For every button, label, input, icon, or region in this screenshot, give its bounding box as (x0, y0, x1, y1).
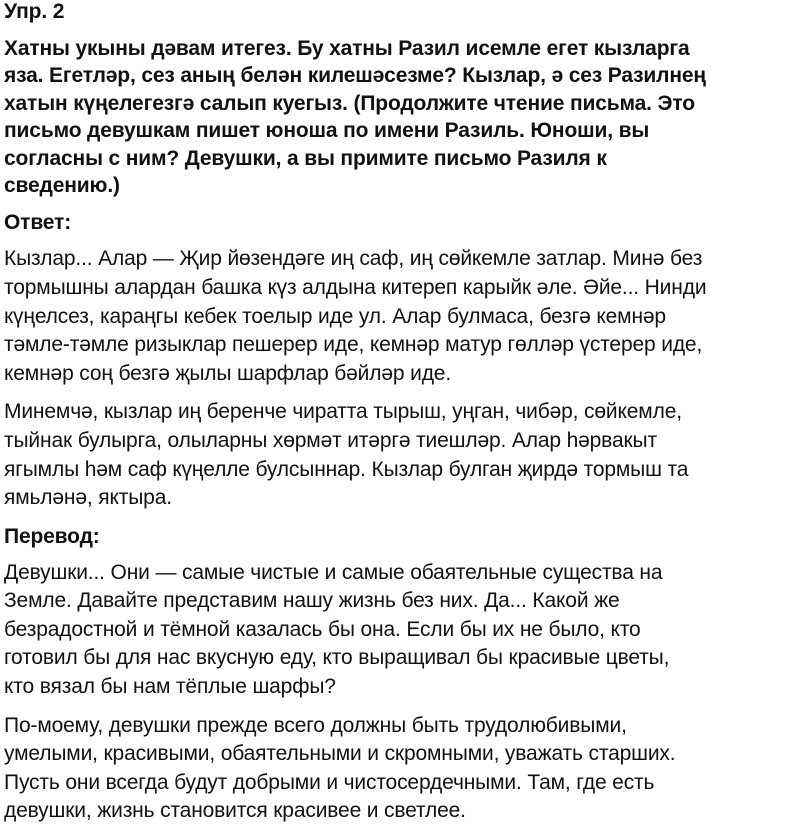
answer-line: ягымлы һәм саф күңелле булсыннар. Кызлар булган җирдә тормыш та (4, 457, 689, 481)
translation-paragraph-1 (4, 559, 796, 702)
task-instructions (4, 35, 796, 199)
task-line: Хатны укыны дәвам итегез. Бу хатны Разил исемле егет кызларга (4, 37, 690, 60)
translation-heading: Перевод: (4, 524, 100, 548)
translation-line: По-моему, девушки прежде всего должны быть трудолюбивыми, (4, 713, 627, 737)
exercise-title: Упр. 2 (4, 0, 65, 23)
task-line: письмо девушкам пишет юноша по имени Разиль. Юноши, вы (4, 119, 650, 143)
answer-line: ямьләнә, яктыра. (4, 486, 172, 510)
translation-line: Земле. Давайте представим нашу жизнь без них. Да... Какой же (4, 589, 620, 613)
translation-paragraph-2 (4, 712, 796, 826)
translation-line: готовил бы для нас вкусную еду, кто выращивал бы красивые цветы, (4, 646, 670, 670)
answer-line: кемнәр соң безгә җылы шарфлар бәйләр иде. (4, 361, 452, 385)
answer-line: күңелсез, караңгы кебек тоелыр иде ул. Алар булмаса, безгә кемнәр (4, 304, 666, 328)
answer-paragraph-1 (4, 245, 796, 388)
answer-heading: Ответ: (4, 211, 72, 235)
task-line: яза. Егетләр, сез аның белән килешәсезме? Кызлар, ә сез Разилнең (4, 64, 706, 88)
translation-line: Девушки... Они — самые чистые и самые обаятельные существа на (4, 560, 663, 584)
translation-line: кто вязал бы нам тёплые шарфы? (4, 675, 336, 699)
translation-line: умелыми, красивыми, обаятельными и скромными, уважать старших. (4, 742, 676, 766)
translation-line: девушки, жизнь становится красивее и светлее. (4, 799, 466, 823)
translation-line: Пусть они всегда будут добрыми и чистосердечными. Там, где есть (4, 770, 655, 794)
task-line: согласны с ним? Девушки, а вы примите письмо Разиля к (4, 146, 607, 170)
answer-line: тормышны алардан башка күз алдына китереп карыйк әле. Әйе... Нинди (4, 275, 707, 299)
task-line: хатын күңелегезгә салып куегыз. (Продолжите чтение письма. Это (4, 91, 695, 115)
document-page (4, 0, 796, 826)
answer-line: Минемчә, кызлар иң беренче чиратта тырыш, уңган, чибәр, сөйкемле, (4, 400, 682, 424)
task-line: сведению.) (4, 173, 120, 197)
answer-paragraph-2 (4, 398, 796, 512)
translation-line: безрадостной и тёмной казалась бы она. Если бы их не было, кто (4, 617, 641, 641)
answer-line: тәмле-тәмле ризыклар пешерер иде, кемнәр матур гөлләр үстерер иде, (4, 333, 703, 357)
answer-line: Кызлар... Алар — Җир йөзендәге иң саф, иң сөйкемле затлар. Минә без (4, 247, 703, 271)
answer-line: тыйнак булырга, олыларны хөрмәт итәргә тиешләр. Алар һәрвакыт (4, 428, 657, 452)
